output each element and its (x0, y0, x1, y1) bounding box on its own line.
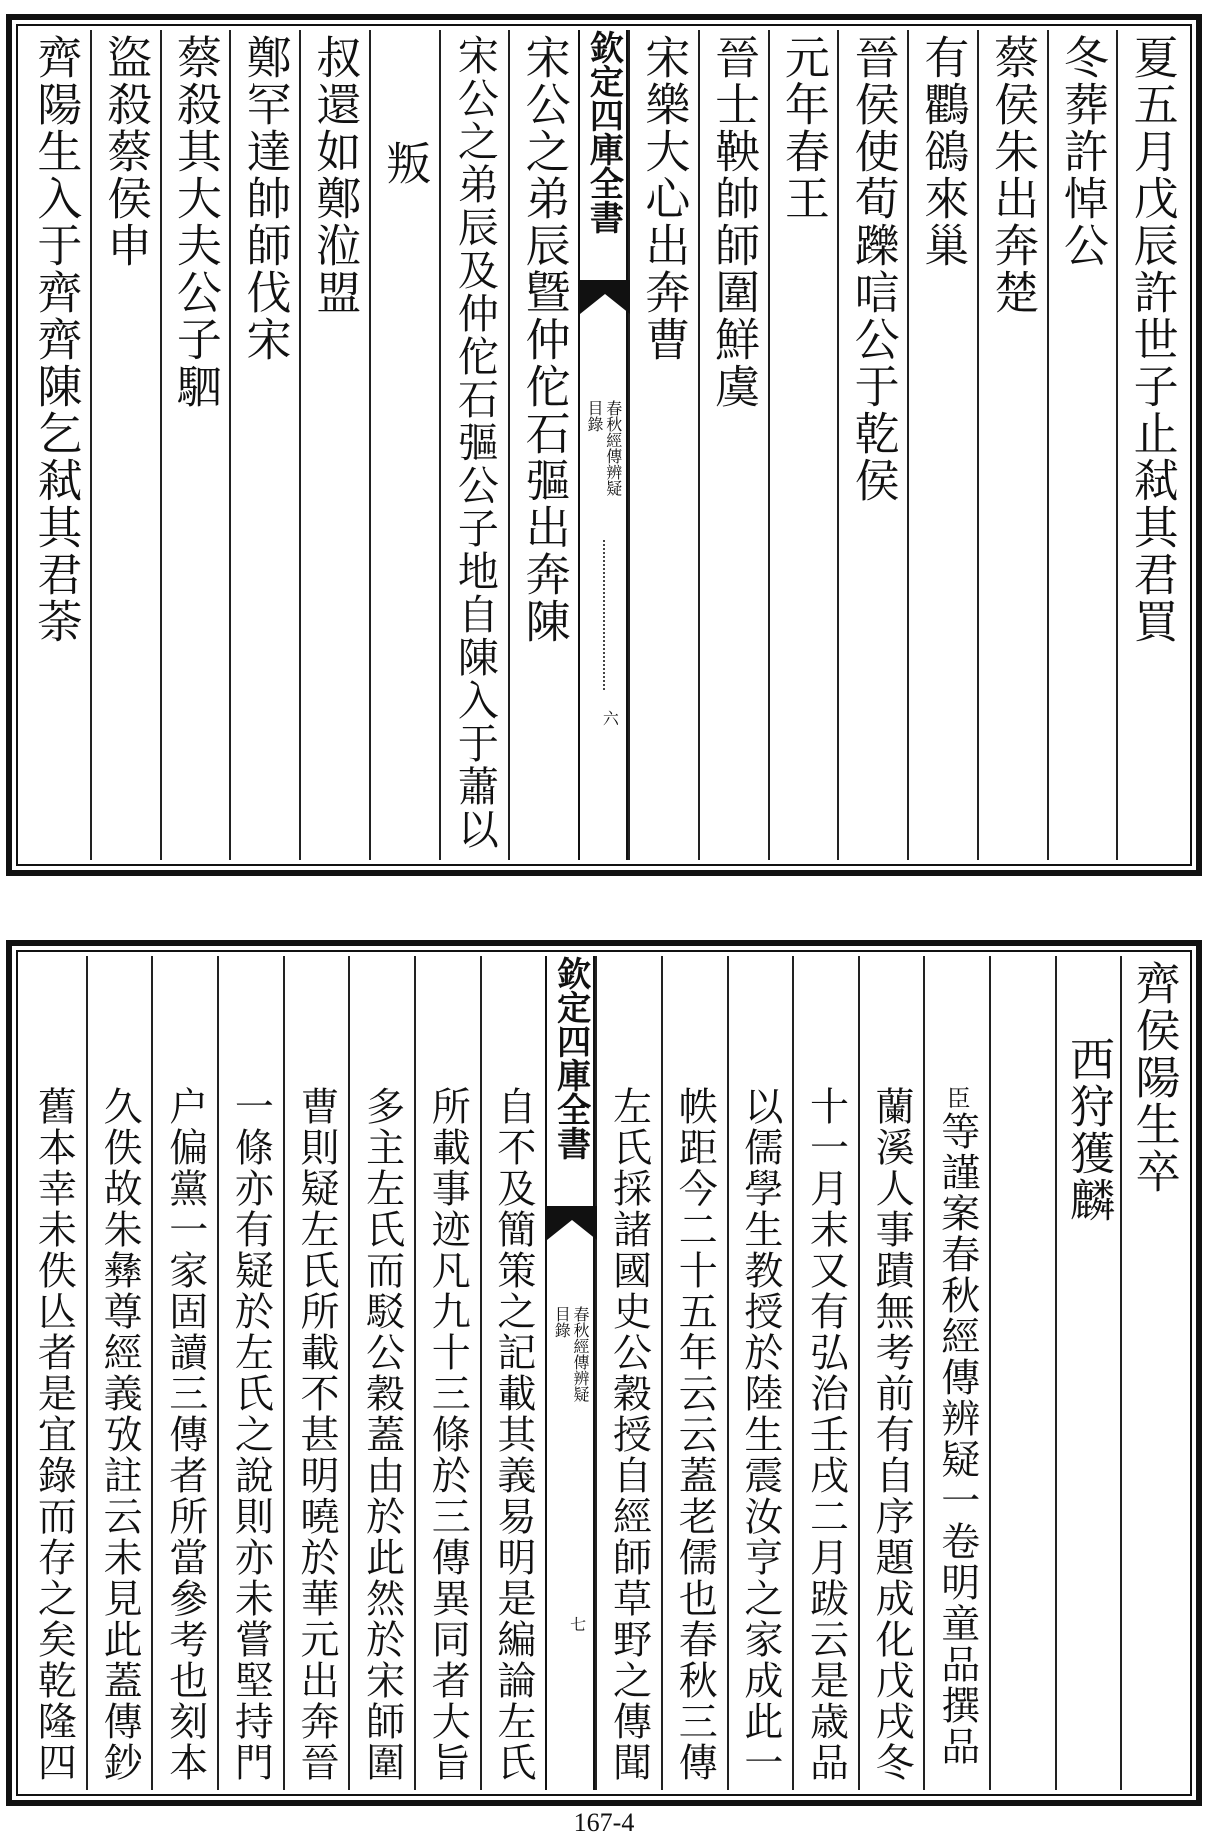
fold-divider (603, 540, 605, 690)
column-text: 鄭罕達帥師伐宋 (238, 34, 292, 363)
page-number: 七 (567, 1616, 587, 1632)
text-column (727, 956, 793, 1790)
text-column (907, 30, 977, 860)
text-column (1116, 30, 1186, 860)
column-text: 蔡殺其大夫公子駟 (168, 34, 222, 410)
text-column (923, 956, 989, 1790)
subtitle-right: 春秋經傳辨疑 (603, 400, 623, 496)
column-text: 有鸜鵒來巢 (916, 34, 970, 269)
fish-tail-icon (547, 1206, 597, 1240)
book-title: 欽定四庫全書 (550, 956, 591, 1160)
column-text: 宋公之弟辰曁仲佗石彄出奔陳 (517, 34, 571, 645)
column-text: 所載事迹凡九十三條於三傳異同者大旨 (425, 1086, 471, 1783)
column-text: 齊陽生入于齊齊陳乞弒其君荼 (29, 34, 83, 645)
subtitle-left: 目錄 (552, 1306, 572, 1338)
column-text: 宋公之弟辰及仲佗石彄公子地自陳入于蕭以 (450, 34, 499, 851)
column-text: 叛 (378, 140, 432, 187)
column-text: 西狩獲麟 (1062, 1036, 1116, 1224)
column-text: 左氏採諸國史公穀授自經師草野之傳聞 (606, 1086, 652, 1783)
column-text: 臣等謹案春秋經傳辨疑一卷明童品撰品 (934, 1086, 980, 1768)
column-text: 帙距今二十五年云云蓋老儒也春秋三傳 (672, 1086, 718, 1783)
subtitle-left: 目錄 (585, 400, 604, 432)
small-char: 臣 (942, 1086, 971, 1112)
text-column (989, 956, 1055, 1790)
column-text: 十一月末又有弘治壬戌二月跋云是歳品 (803, 1086, 849, 1783)
text-column (698, 30, 768, 860)
book-title: 欽定四庫全書 (583, 30, 624, 234)
column-text: 元年春王 (776, 34, 830, 222)
text-column (229, 30, 299, 860)
subtitle-right: 春秋經傳辨疑 (571, 1306, 591, 1402)
text-column (480, 956, 546, 1790)
text-column (977, 30, 1047, 860)
column-text: 盜殺蔡侯申 (99, 34, 153, 269)
fish-tail-icon (580, 280, 630, 314)
text-column (837, 30, 907, 860)
text-column (414, 956, 480, 1790)
text-column (90, 30, 160, 860)
column-text: 齊侯陽生卒 (1127, 960, 1181, 1195)
text-column (1055, 956, 1121, 1790)
column-text: 蔡侯朱出奔楚 (986, 34, 1040, 316)
page-number: 六 (600, 710, 620, 726)
column-grid (22, 30, 1186, 860)
column-text: 多主左氏而駁公穀蓋由於此然於宋師圍 (359, 1086, 405, 1783)
text-column (160, 30, 230, 860)
column-grid (22, 956, 1186, 1790)
text-column (299, 30, 369, 860)
column-text: 蘭溪人事蹟無考前有自序題成化戊戌冬 (869, 1086, 915, 1783)
text-column (22, 956, 86, 1790)
column-text: 宋樂大心出奔曹 (637, 34, 691, 363)
column-text: 自不及簡策之記載其義易明是編論左氏 (490, 1086, 536, 1783)
column-text: 晉士鞅帥師圍鮮虞 (707, 34, 761, 410)
page-seven (6, 940, 1202, 1806)
text-column (1047, 30, 1117, 860)
text-column (661, 956, 727, 1790)
column-text: 叔還如鄭涖盟 (308, 34, 362, 316)
column-text: 夏五月戊辰許世子止弒其君買 (1125, 34, 1179, 645)
book-subtitle (547, 1306, 593, 1402)
text-column (628, 30, 698, 860)
text-column (348, 956, 414, 1790)
text-column (439, 30, 509, 860)
footer-page-ref: 167-4 (573, 1808, 635, 1837)
column-text: 一條亦有疑於左氏之說則亦未嘗堅持門 (228, 1086, 274, 1783)
text-column (1120, 956, 1186, 1790)
text-column (768, 30, 838, 860)
center-fold (578, 30, 628, 860)
column-text: 冬葬許悼公 (1055, 34, 1109, 269)
text-column (86, 956, 152, 1790)
column-text: 以儒學生教授於陸生震汝亨之家成此一 (737, 1086, 783, 1783)
text-column (217, 956, 283, 1790)
text-column (858, 956, 924, 1790)
column-text: 久佚故朱彝尊經義攷註云未見此蓋傳鈔 (97, 1086, 143, 1783)
column-text: 曹則疑左氏所載不甚明曉於華元出奔晉 (293, 1086, 339, 1783)
text-column (283, 956, 349, 1790)
center-fold (545, 956, 595, 1790)
text-column (595, 956, 661, 1790)
column-text: 户偏黨一家固讀三傳者所當參考也刻本 (162, 1086, 208, 1783)
book-subtitle (580, 400, 626, 496)
column-text: 晉侯使荀躒唁公于乾侯 (846, 34, 900, 504)
text-column (151, 956, 217, 1790)
page-six (6, 14, 1202, 876)
column-text: 舊本幸未佚亾者是宜錄而存之矣乾隆四 (31, 1086, 77, 1783)
text-column (508, 30, 578, 860)
text-column (369, 30, 439, 860)
text-column (792, 956, 858, 1790)
text-column (22, 30, 90, 860)
